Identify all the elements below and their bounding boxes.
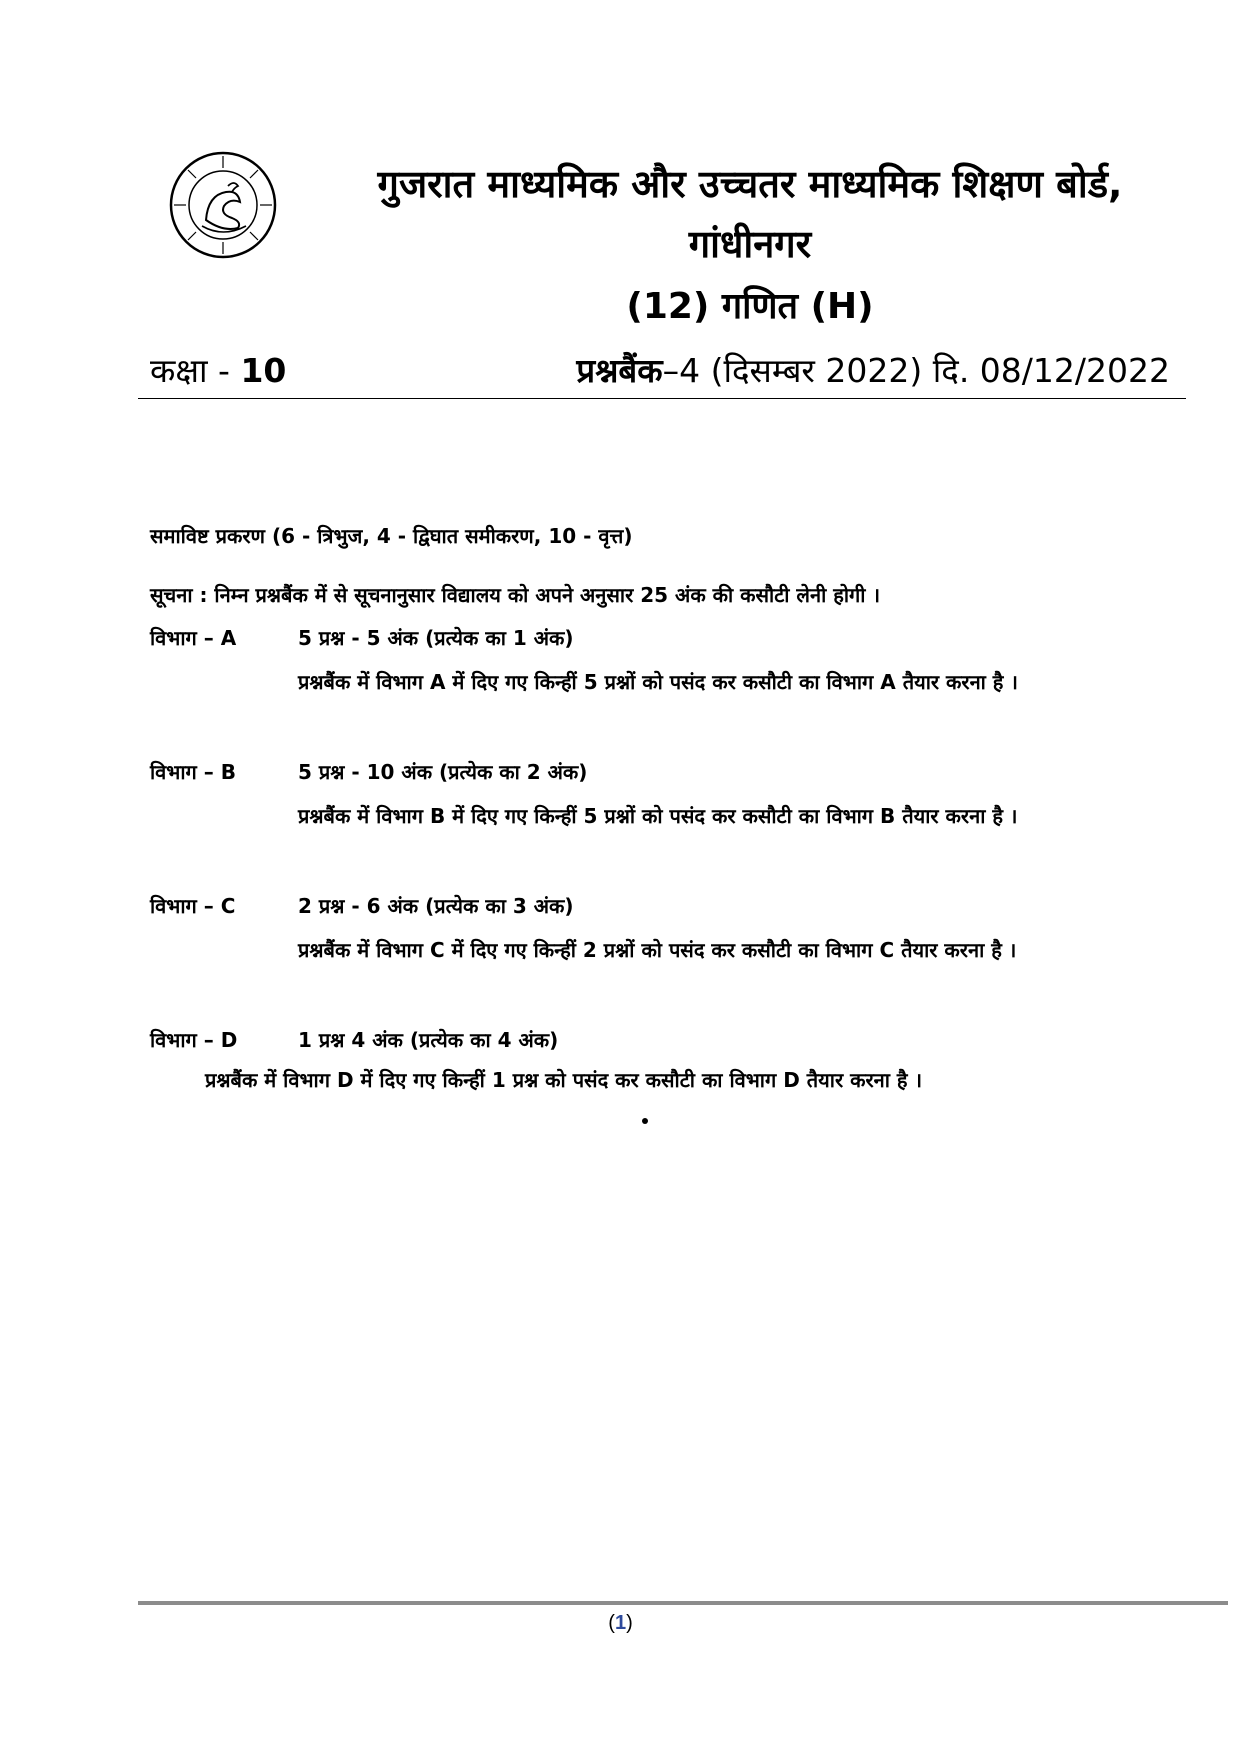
page-number [0, 1612, 1241, 1635]
section-a-label: विभाग – A [150, 626, 237, 650]
class-info [150, 346, 286, 396]
section-b-marks: 5 प्रश्न - 10 अंक (प्रत्येक का 2 अंक) [298, 760, 588, 784]
section-a-description: प्रश्नबैंक में विभाग A में दिए गए किन्हीं 5 प्रश्नों को पसंद कर कसौटी का विभाग A तैयार करना है । [298, 670, 1018, 694]
question-bank-label: प्रश्नबैंक [576, 351, 663, 390]
board-seal-logo [168, 150, 278, 260]
page-number-value: 1 [614, 1612, 627, 1634]
section-b-description: प्रश्नबैंक में विभाग B में दिए गए किन्हीं 5 प्रश्नों को पसंद कर कसौटी का विभाग B तैयार करना है । [298, 804, 1018, 828]
header-divider [138, 398, 1186, 399]
section-d-marks: 1 प्रश्न 4 अंक (प्रत्येक का 4 अंक) [298, 1028, 559, 1052]
topics-included: समाविष्ट प्रकरण (6 - त्रिभुज, 4 - द्विघात समीकरण, 10 - वृत्त) [150, 524, 633, 548]
section-c-marks: 2 प्रश्न - 6 अंक (प्रत्येक का 3 अंक) [298, 894, 574, 918]
section-d-description: प्रश्नबैंक में विभाग D में दिए गए किन्हीं 1 प्रश्न को पसंद कर कसौटी का विभाग D तैयार करना है । [205, 1068, 923, 1092]
question-bank-info [576, 346, 1170, 396]
page-number-close: ) [626, 1612, 633, 1634]
bullet-dot [642, 1118, 648, 1124]
board-name-line1: गुजरात माध्यमिक और उच्चतर माध्यमिक शिक्षण बोर्ड, [377, 162, 1123, 206]
section-a-marks: 5 प्रश्न - 5 अंक (प्रत्येक का 1 अंक) [298, 626, 574, 650]
section-b-label: विभाग – B [150, 760, 236, 784]
page-number-open: ( [608, 1612, 615, 1634]
notice-text: सूचना : निम्न प्रश्नबैंक में से सूचनानुसार विद्यालय को अपने अनुसार 25 अंक की कसौटी लेनी होगी । [150, 583, 881, 607]
class-value: 10 [240, 351, 287, 390]
subject-title: (12) गणित (H) [626, 286, 874, 327]
question-bank-details: –4 (दिसम्बर 2022) दि. 08/12/2022 [662, 351, 1170, 390]
section-c-label: विभाग – C [150, 894, 236, 918]
section-c-description: प्रश्नबैंक में विभाग C में दिए गए किन्हीं 2 प्रश्नों को पसंद कर कसौटी का विभाग C तैयार करना है । [298, 938, 1017, 962]
footer-divider [138, 1601, 1228, 1605]
class-label: कक्षा - [150, 351, 241, 390]
section-d-label: विभाग – D [150, 1028, 238, 1052]
class-row [150, 346, 1170, 396]
board-name-line2: गांधीनगर [688, 222, 812, 266]
